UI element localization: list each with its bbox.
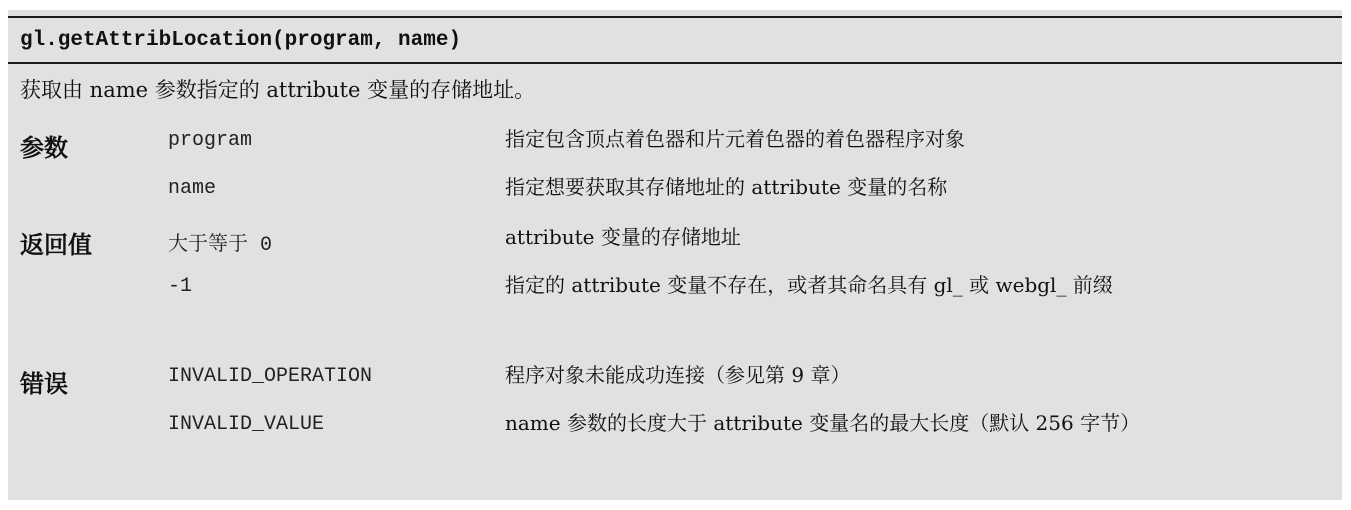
error-description: name 参数的长度大于 attribute 变量名的最大长度（默认 256 字节）	[505, 411, 1141, 435]
return-description: attribute 变量的存储地址	[505, 225, 741, 249]
return-value: 大于等于 0	[168, 234, 273, 257]
header-rule	[8, 62, 1342, 64]
top-rule	[8, 16, 1342, 18]
api-reference-box	[8, 10, 1342, 500]
returns-heading: 返回值	[20, 231, 92, 259]
error-code: INVALID_VALUE	[168, 413, 325, 436]
return-value: -1	[168, 275, 193, 298]
errors-heading: 错误	[20, 370, 68, 398]
param-name: name	[168, 177, 217, 200]
return-description: 指定的 attribute 变量不存在，或者其命名具有 gl_ 或 webgl_ 前缀	[505, 273, 1113, 297]
params-heading: 参数	[20, 134, 68, 162]
error-code: INVALID_OPERATION	[168, 365, 373, 388]
param-description: 指定包含顶点着色器和片元着色器的着色器程序对象	[505, 127, 965, 151]
function-description: 获取由 name 参数指定的 attribute 变量的存储地址。	[20, 78, 536, 102]
function-signature: gl.getAttribLocation(program, name)	[20, 29, 462, 52]
param-name: program	[168, 129, 253, 152]
error-description: 程序对象未能成功连接（参见第 9 章）	[505, 363, 851, 387]
param-description: 指定想要获取其存储地址的 attribute 变量的名称	[505, 175, 948, 199]
